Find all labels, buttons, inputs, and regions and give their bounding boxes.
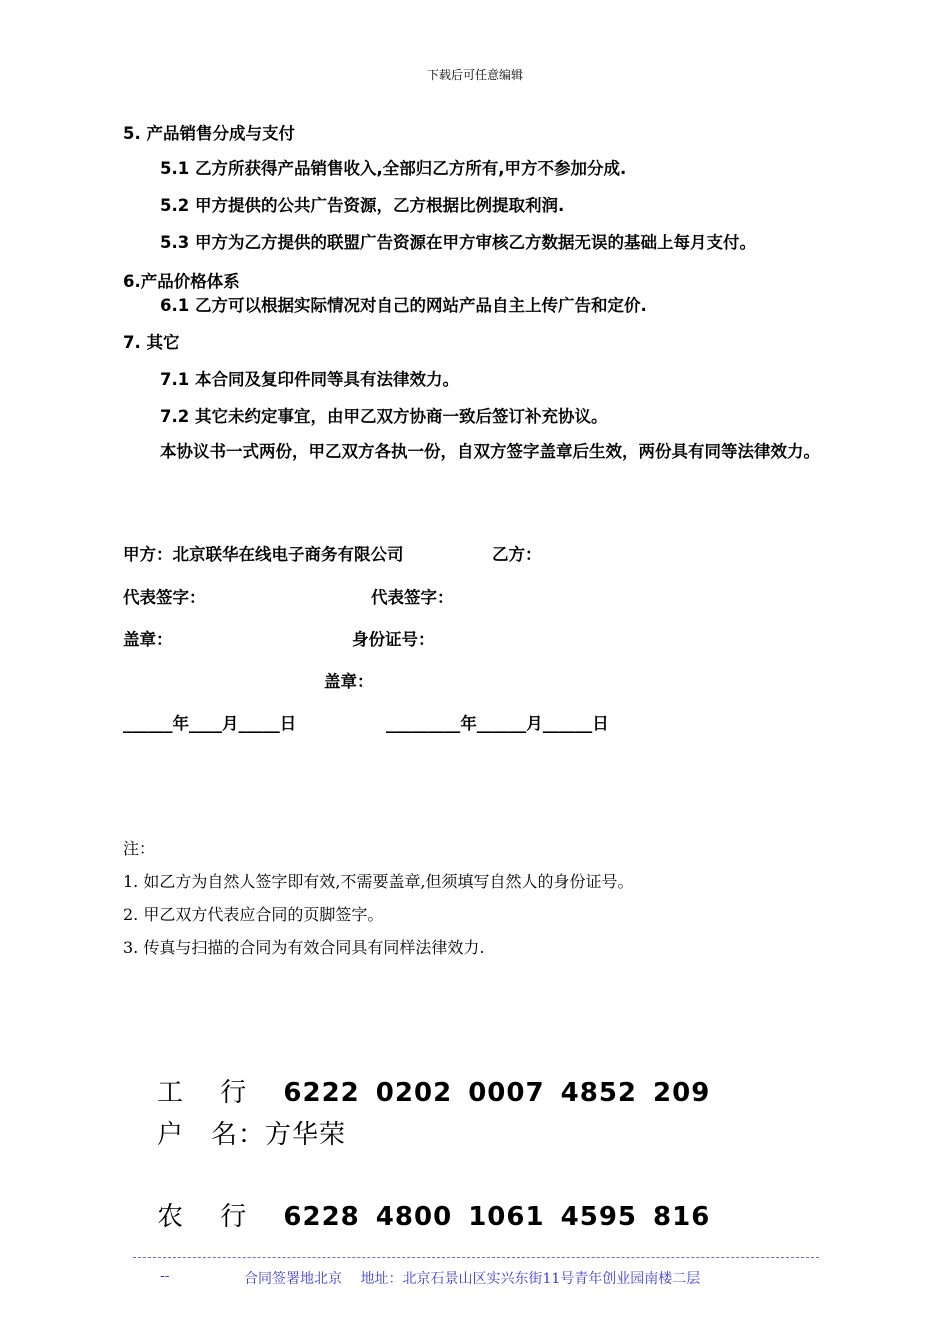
party-a-seal: 盖章： (123, 630, 173, 649)
note-item: 3. 传真与扫描的合同为有效合同具有同样法律效力. (123, 938, 485, 957)
clause-7-2: 7.2 其它未约定事宜，由甲乙双方协商一致后签订补充协议。 (160, 407, 608, 426)
clause-5-1: 5.1 乙方所获得产品销售收入,全部归乙方所有,甲方不参加分成. (160, 159, 627, 178)
section-7-title: 7. 其它 (123, 333, 180, 352)
footer-address: 合同签署地北京 地址：北京石景山区实兴东街11号青年创业园南楼二层 (244, 1271, 701, 1287)
clause-6-1: 6.1 乙方可以根据实际情况对自己的网站产品自主上传广告和定价. (160, 296, 647, 315)
page-header: 下载后可任意编辑 (426, 68, 523, 82)
party-b-label: 乙方： (492, 545, 542, 564)
icbc-account-row (157, 1072, 710, 1109)
party-b-seal: 盖章： (324, 672, 374, 691)
clause-5-2: 5.2 甲方提供的公共广告资源，乙方根据比例提取利润. (160, 196, 565, 215)
note-item: 1. 如乙方为自然人签字即有效,不需要盖章,但须填写自然人的身份证号。 (123, 872, 634, 891)
abc-account-row (157, 1196, 710, 1233)
note-item: 2. 甲乙双方代表应合同的页脚签字。 (123, 905, 384, 924)
closing-paragraph: 本协议书一式两份，甲乙双方各执一份，自双方签字盖章后生效，两份具有同等法律效力。 (160, 442, 820, 461)
icbc-label: 工 行 (157, 1078, 248, 1108)
party-b-id-number: 身份证号： (352, 630, 435, 649)
party-a-name: 甲方：北京联华在线电子商务有限公司 (123, 545, 404, 564)
party-b-rep-signature: 代表签字： (371, 588, 454, 607)
abc-number: 6228 4800 1061 4595 816 (283, 1202, 711, 1232)
notes-title: 注： (123, 839, 156, 858)
party-a-rep-signature: 代表签字： (123, 588, 206, 607)
account-name-label: 户 名： (157, 1120, 266, 1150)
party-b-date: _________年______月______日 (386, 714, 609, 733)
clause-5-3: 5.3 甲方为乙方提供的联盟广告资源在甲方审核乙方数据无误的基础上每月支付。 (160, 233, 756, 252)
abc-label: 农 行 (157, 1202, 248, 1232)
account-name-row (157, 1114, 346, 1151)
section-5-title: 5. 产品销售分成与支付 (123, 124, 295, 143)
footer-dashes: -- (160, 1268, 170, 1284)
footer-divider (133, 1257, 819, 1258)
party-a-date: ______年____月_____日 (123, 714, 297, 733)
account-name: 方华荣 (265, 1120, 347, 1150)
section-6-title: 6.产品价格体系 (123, 272, 240, 291)
clause-7-1: 7.1 本合同及复印件同等具有法律效力。 (160, 370, 459, 389)
icbc-number: 6222 0202 0007 4852 209 (283, 1078, 711, 1108)
